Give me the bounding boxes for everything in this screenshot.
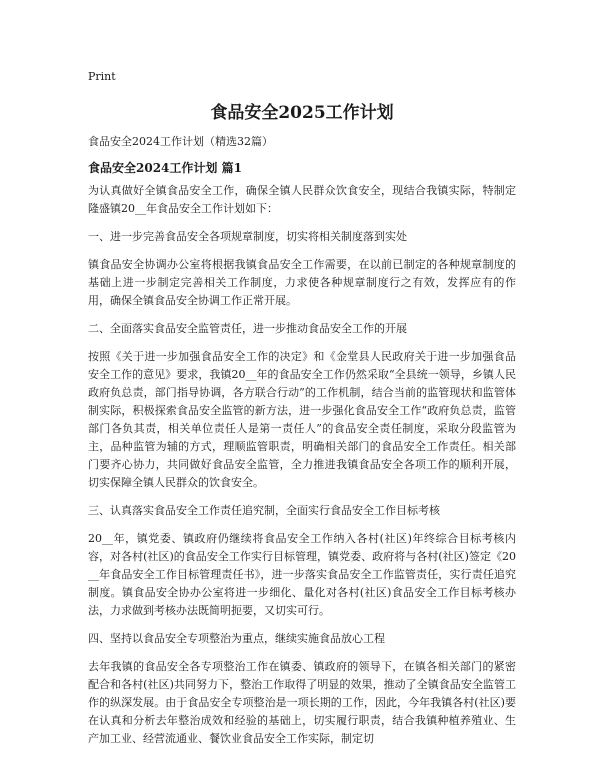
heading-2: 二、全面落实食品安全监管责任，进一步推动食品安全工作的开展 [88,322,407,335]
print-label: Print [88,70,116,83]
document-title: 食品安全2025工作计划 [210,103,394,123]
paragraph-intro: 为认真做好全镇食品安全工作，确保全镇人民群众饮食安全，现结合我镇实际，特制定隆盛镇20__年食品安全工作计划如下： [88,184,516,215]
heading-1: 一、进一步完善食品安全各项规章制度，切实将相关制度落到实处 [88,230,407,243]
document-body [88,182,516,758]
heading-3: 三、认真落实食品安全工作责任追究制，全面实行食品安全工作目标考核 [88,504,440,517]
section-heading: 食品安全2024工作计划 篇1 [88,161,242,175]
paragraph-4: 去年我镇的食品安全各专项整治工作在镇委、镇政府的领导下，在镇各相关部门的紧密配合和各村(社区)共同努力下，整治工作取得了明显的效果，推动了全镇食品安全监管工作的纵深发展。由于食品安全专项整治是一项长期的工作，因此，今年我镇各村(社区)要在认真和分析去年整治成效和经验的基础上，切实履行职责，结合我镇种植养殖业、生产加工业、经营流通业、餐饮业食品安全工作实际，制定切 [88,660,516,745]
heading-4: 四、坚持以食品安全专项整治为重点，继续实施食品放心工程 [88,632,385,645]
paragraph-1: 镇食品安全协调办公室将根据我镇食品安全工作需要，在以前已制定的各种规章制度的基础上进一步制定完善相关工作制度，力求使各种规章制度行之有效，发挥应有的作用，确保全镇食品安全协调工作正常开展。 [88,258,516,307]
paragraph-2: 按照《关于进一步加强食品安全工作的决定》和《金堂县人民政府关于进一步加强食品安全工作的意见》要求，我镇20__年的食品安全工作仍然采取“全县统一领导，乡镇人民政府负总责，部门指导协调，各方联合行动”的工作机制，结合当前的监管现状和监管体制实际，积极探索食品安全监管的新方法，进一步强化食品安全工作“政府负总责，监管部门各负其责，相关单位责任人是第一责任人”的食品安全责任制度，采取分段监管为主，品种监管为辅的方式，理顺监管职责，明确相关部门的食品安全工作责任。相关部门要齐心协力，共同做好食品安全监管，全力推进我镇食品安全各项工作的顺利开展，切实保障全镇人民群众的饮食安全。 [88,350,516,489]
document-subtitle: 食品安全2024工作计划（精选32篇） [88,135,273,148]
paragraph-3: 20__年，镇党委、镇政府仍继续将食品安全工作纳入各村(社区)年终综合目标考核内容，对各村(社区)的食品安全工作实行目标管理，镇党委、政府将与各村(社区)签定《20__年食品安全工作目标管理责任书》，进一步落实食品安全工作监管责任，实行责任追究制度。镇食品安全协办公室将进一步细化、量化对各村(社区)食品安全工作目标考核办法，力求做到考核办法既简明扼要，又切实可行。 [88,532,516,617]
